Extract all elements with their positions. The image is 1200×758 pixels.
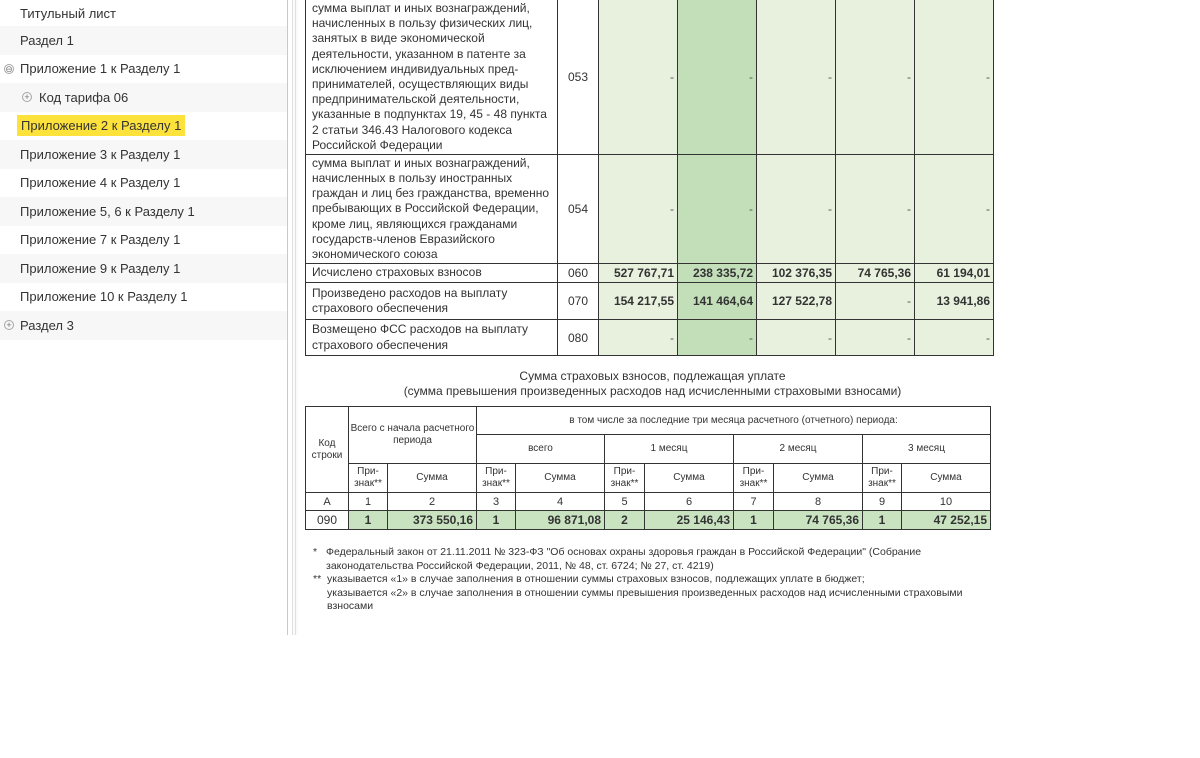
value-cell[interactable]: 527 767,71	[599, 264, 678, 283]
nav-item-appendix-10[interactable]	[0, 283, 287, 312]
value-cell[interactable]: -	[678, 320, 757, 356]
value-cell[interactable]: -	[678, 155, 757, 264]
table-row	[306, 0, 994, 155]
value-cell[interactable]: -	[836, 283, 915, 320]
row-code: 054	[558, 155, 599, 264]
header-row	[306, 464, 991, 493]
sign-cell[interactable]: 1	[863, 511, 902, 530]
nav-item-label: Приложение 4 к Разделу 1	[20, 175, 181, 191]
panel-splitter-handle[interactable]	[292, 0, 298, 635]
column-number: 3	[477, 493, 516, 511]
sign-cell[interactable]: 2	[605, 511, 645, 530]
value-cell[interactable]: 74 765,36	[836, 264, 915, 283]
nav-item-appendix-3[interactable]	[0, 140, 287, 169]
nav-item-label: Раздел 1	[20, 32, 74, 48]
row-description: Исчислено страховых взносов	[306, 264, 558, 283]
column-number: 7	[734, 493, 774, 511]
expand-icon[interactable]: +	[4, 320, 14, 330]
header-total-since-start: Всего с начала расчетного периода	[349, 407, 477, 464]
value-cell[interactable]: -	[836, 0, 915, 155]
footnote-1	[315, 546, 975, 573]
column-number: 8	[774, 493, 863, 511]
header-sign: При-знак**	[863, 464, 902, 493]
collapse-icon[interactable]: ⊖	[5, 63, 13, 74]
row-code: 060	[558, 264, 599, 283]
sidebar-tree	[0, 0, 287, 635]
column-number: 10	[902, 493, 991, 511]
value-cell[interactable]: 13 941,86	[915, 283, 994, 320]
nav-item-appendix-7[interactable]	[0, 226, 287, 255]
payable-table	[305, 406, 991, 530]
footnote-2-continued	[315, 587, 975, 614]
nav-item-label: Приложение 3 к Разделу 1	[20, 146, 181, 162]
sign-cell[interactable]: 1	[477, 511, 516, 530]
header-row	[306, 407, 991, 435]
nav-item-appendix-4[interactable]	[0, 169, 287, 198]
row-description: сумма выплат и иных вознаграждений, начисленных в пользу иностранных граждан и лиц без гражданства, временно пребывающих в Российской Федерации, кроме лиц, являющихся гражданами государств-членов Евразийского экономического союза	[306, 155, 558, 264]
value-cell[interactable]: -	[836, 155, 915, 264]
row-code: 090	[306, 511, 349, 530]
value-cell[interactable]: -	[915, 155, 994, 264]
column-number: А	[306, 493, 349, 511]
nav-item-label: Приложение 2 к Разделу 1	[17, 115, 185, 136]
sum-cell[interactable]: 74 765,36	[774, 511, 863, 530]
header-sum: Сумма	[645, 464, 734, 493]
nav-item-label: Приложение 1 к Разделу 1	[20, 61, 181, 77]
column-number: 9	[863, 493, 902, 511]
header-last-three-months: в том числе за последние три месяца расчетного (отчетного) периода:	[477, 407, 991, 435]
nav-item-title-page[interactable]	[0, 0, 287, 26]
contributions-table	[305, 0, 994, 356]
nav-item-label: Титульный лист	[20, 5, 117, 21]
sum-cell[interactable]: 373 550,16	[388, 511, 477, 530]
header-month-3: 3 месяц	[863, 435, 991, 464]
form-content	[305, 0, 1200, 758]
header-sum: Сумма	[516, 464, 605, 493]
row-code: 080	[558, 320, 599, 356]
header-month-1: 1 месяц	[605, 435, 734, 464]
value-cell[interactable]: -	[757, 320, 836, 356]
column-number: 2	[388, 493, 477, 511]
nav-item-label: Приложение 7 к Разделу 1	[20, 232, 181, 248]
panel-divider	[287, 0, 288, 635]
nav-item-appendix-2[interactable]	[0, 112, 287, 141]
section-title-line-2: (сумма превышения произведенных расходов над исчисленными страховыми взносами)	[403, 384, 902, 398]
value-cell[interactable]: -	[599, 155, 678, 264]
footnote-text: Федеральный закон от 21.11.2011 № 323-ФЗ "Об основах охраны здоровья граждан в Российской Федерации" (Собрание законодательства Российской Федерации, 2011, № 48, ст. 6724; № 27, ст. 4219)	[326, 546, 922, 572]
nav-item-label: Код тарифа 06	[39, 89, 129, 105]
nav-item-section-1[interactable]	[0, 26, 287, 55]
footnote-text: указывается «1» в случае заполнения в отношении суммы страховых взносов, подлежащих уплате в бюджет;	[327, 573, 865, 585]
value-cell[interactable]: -	[836, 320, 915, 356]
sum-cell[interactable]: 96 871,08	[516, 511, 605, 530]
header-sign: При-знак**	[477, 464, 516, 493]
header-sign: При-знак**	[734, 464, 774, 493]
nav-item-appendix-1[interactable]	[0, 55, 287, 84]
value-cell[interactable]: -	[915, 0, 994, 155]
expand-icon[interactable]: +	[22, 92, 32, 102]
nav-item-section-3[interactable]	[0, 311, 287, 340]
row-code: 070	[558, 283, 599, 320]
footnote-2	[315, 573, 975, 587]
nav-item-tariff-code-06[interactable]	[0, 83, 287, 112]
header-month-2: 2 месяц	[734, 435, 863, 464]
table-row	[306, 511, 991, 530]
nav-item-appendix-5-6[interactable]	[0, 197, 287, 226]
header-sum: Сумма	[902, 464, 991, 493]
value-cell[interactable]: 61 194,01	[915, 264, 994, 283]
nav-item-label: Приложение 10 к Разделу 1	[20, 289, 188, 305]
row-description: Возмещено ФСС расходов на выплату страхового обеспечения	[306, 320, 558, 356]
column-number: 4	[516, 493, 605, 511]
value-cell[interactable]: -	[757, 0, 836, 155]
nav-item-label: Приложение 9 к Разделу 1	[20, 260, 181, 276]
column-number: 5	[605, 493, 645, 511]
value-cell[interactable]: 102 376,35	[757, 264, 836, 283]
column-number: 1	[349, 493, 388, 511]
row-code: 053	[558, 0, 599, 155]
section-title-line-1: Сумма страховых взносов, подлежащая уплате	[519, 369, 786, 383]
nav-item-label: Раздел 3	[20, 317, 74, 333]
footnotes	[315, 546, 975, 614]
table-row	[306, 155, 994, 264]
value-cell[interactable]: -	[599, 320, 678, 356]
value-cell[interactable]: 127 522,78	[757, 283, 836, 320]
section-title	[305, 369, 1000, 399]
sign-cell[interactable]: 1	[349, 511, 388, 530]
row-description: Произведено расходов на выплату страхового обеспечения	[306, 283, 558, 320]
footnote-mark: *	[313, 546, 318, 558]
nav-item-label: Приложение 5, 6 к Разделу 1	[20, 203, 195, 219]
value-cell[interactable]: -	[599, 0, 678, 155]
row-description: сумма выплат и иных вознаграждений, начисленных в пользу физических лиц, занятых в виде экономической деятельности, указанном в патенте за исключением индивидуальных пред-принимателей, осуществляющих виды предпринимательской деятельности, указанные в подпунктах 19, 45 - 48 пункта 2 статьи 346.43 Налогового кодекса Российской Федерации	[306, 0, 558, 155]
footnote-text: указывается «2» в случае заполнения в отношении суммы превышения произведенных расходов над исчисленными страховыми взносами	[327, 586, 963, 612]
column-number-row	[306, 493, 991, 511]
header-row-code: Код строки	[306, 407, 349, 493]
sign-cell[interactable]: 1	[734, 511, 774, 530]
header-sum: Сумма	[774, 464, 863, 493]
header-sign: При-знак**	[349, 464, 388, 493]
sum-cell[interactable]: 47 252,15	[902, 511, 991, 530]
value-cell[interactable]: 154 217,55	[599, 283, 678, 320]
nav-item-appendix-9[interactable]	[0, 254, 287, 283]
value-cell[interactable]: 141 464,64	[678, 283, 757, 320]
table-row	[306, 320, 994, 356]
sum-cell[interactable]: 25 146,43	[645, 511, 734, 530]
header-sum: Сумма	[388, 464, 477, 493]
footnote-mark: **	[313, 573, 322, 585]
value-cell[interactable]: -	[678, 0, 757, 155]
value-cell[interactable]: -	[915, 320, 994, 356]
table-row	[306, 264, 994, 283]
header-all: всего	[477, 435, 605, 464]
column-number: 6	[645, 493, 734, 511]
value-cell[interactable]: 238 335,72	[678, 264, 757, 283]
value-cell[interactable]: -	[757, 155, 836, 264]
table-row	[306, 283, 994, 320]
header-sign: При-знак**	[605, 464, 645, 493]
